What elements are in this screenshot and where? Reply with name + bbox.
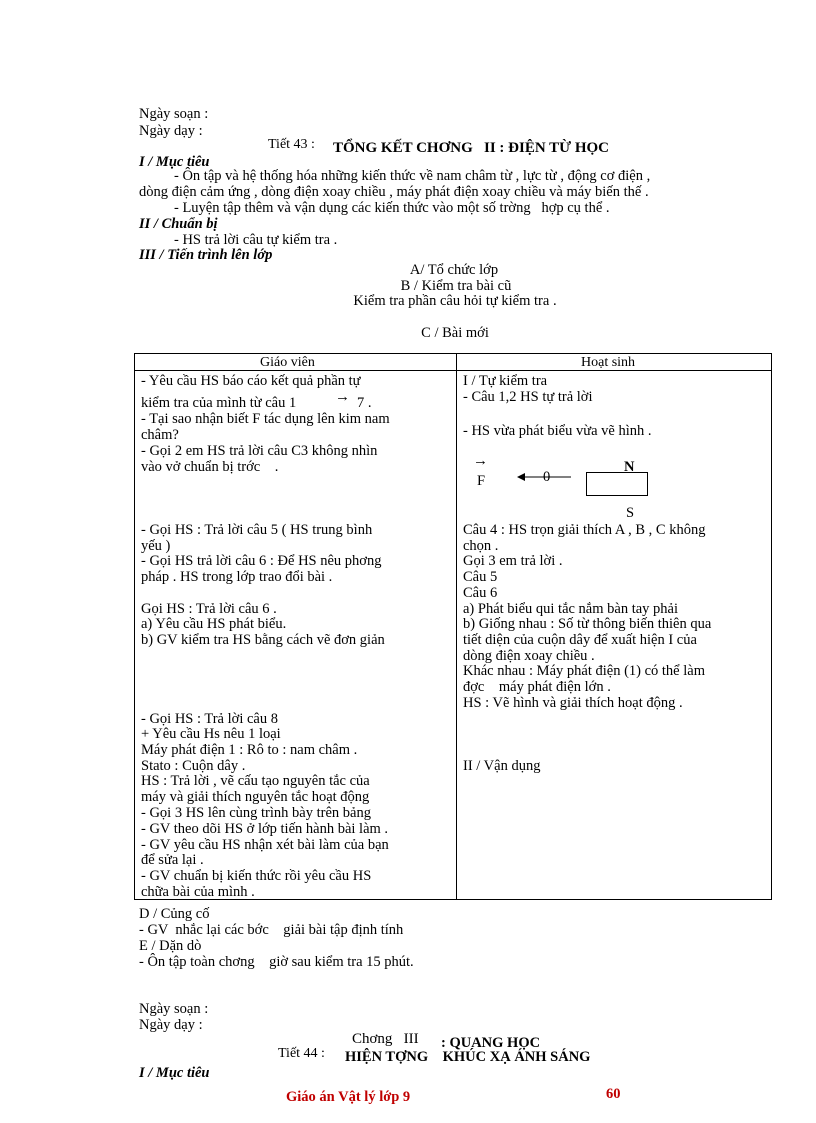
student-line: đợc máy phát điện lớn . xyxy=(463,679,611,695)
teacher-line: - Gọi HS : Trả lời câu 8 xyxy=(141,711,278,727)
teacher-line: kiểm tra của mình từ câu 1 xyxy=(141,395,297,411)
section-e: E / Dặn dò xyxy=(139,938,202,954)
teacher-line: - GV yêu cầu HS nhận xét bài làm của bạn xyxy=(141,837,389,853)
preparation-heading: II / Chuẩn bị xyxy=(139,216,218,232)
table-header-divider xyxy=(135,370,771,371)
header-student: Hoạt sinh xyxy=(581,355,636,370)
teacher-line: - Yêu cầu HS báo cáo kết quả phần tự xyxy=(141,373,361,389)
student-line: - HS vừa phát biểu vừa vẽ hình . xyxy=(463,423,652,439)
section-b-detail: Kiểm tra phần câu hỏi tự kiểm tra . xyxy=(353,293,557,309)
teacher-line: Stato : Cuộn dây . xyxy=(141,758,246,774)
chapter-title: : QUANG HỌC xyxy=(441,1035,541,1051)
student-line: Câu 6 xyxy=(463,585,498,601)
vector-arrow-icon: → xyxy=(473,453,488,469)
teacher-line: Gọi HS : Trả lời câu 6 . xyxy=(141,601,277,617)
teacher-line: máy và giải thích nguyên tắc hoạt động xyxy=(141,789,370,805)
lesson-title-44: HIỆN TỢNG KHÚC XẠ ÁNH SÁNG xyxy=(345,1049,591,1065)
preparation-line: - HS trả lời câu tự kiểm tra . xyxy=(174,232,338,248)
teacher-line: - GV chuẩn bị kiến thức rồi yêu cầu HS xyxy=(141,868,372,884)
section-a: A/ Tổ chức lớp xyxy=(409,262,499,278)
teacher-line: - GV theo dõi HS ở lớp tiến hành bài làm . xyxy=(141,821,389,837)
zero-label: 0 xyxy=(543,469,551,485)
teacher-line: để sửa lại . xyxy=(141,852,204,868)
teacher-line: + Yêu cầu Hs nêu 1 loại xyxy=(141,726,281,742)
force-label: F xyxy=(477,473,486,489)
teacher-line: châm? xyxy=(141,427,179,443)
north-pole-label: N xyxy=(624,459,635,475)
objectives-heading-44: I / Mục tiêu xyxy=(139,1065,210,1081)
section-b: B / Kiểm tra bài cũ xyxy=(400,278,512,294)
teacher-line: - Tại sao nhận biết F tác dụng lên kim nam xyxy=(141,411,390,427)
teacher-line: a) Yêu cầu HS phát biểu. xyxy=(141,616,287,632)
objectives-heading: I / Mục tiêu xyxy=(139,154,210,170)
teacher-line: chữa bài của mình . xyxy=(141,884,255,900)
header-teacher: Giáo viên xyxy=(260,355,315,370)
lesson-title: TỔNG KẾT CHƠNG II : ĐIỆN TỪ HỌC xyxy=(333,140,610,156)
student-line: chọn . xyxy=(463,538,499,554)
section-e-detail: - Ôn tập toàn chơng giờ sau kiểm tra 15 phút. xyxy=(139,954,414,970)
student-line: a) Phát biểu qui tắc nắm bàn tay phải xyxy=(463,601,679,617)
teacher-line: - Gọi HS trả lời câu 6 : Để HS nêu phơng xyxy=(141,553,382,569)
arrow-icon: → xyxy=(335,389,350,405)
table-column-divider xyxy=(456,354,457,899)
student-line: Câu 5 xyxy=(463,569,498,585)
student-line: Gọi 3 em trả lời . xyxy=(463,553,563,569)
magnet-box xyxy=(586,472,648,496)
teacher-line: yếu ) xyxy=(141,538,171,554)
teacher-line: - Gọi HS : Trả lời câu 5 ( HS trung bình xyxy=(141,522,373,538)
footer-title: Giáo án Vật lý lớp 9 xyxy=(286,1089,411,1105)
section-c: C / Bài mới xyxy=(421,325,489,341)
lesson-number-44: Tiết 44 : xyxy=(278,1046,325,1061)
lesson-number: Tiết 43 : xyxy=(268,137,315,152)
teach-date-label: Ngày dạy : xyxy=(139,123,203,139)
prep-date-label-44: Ngày soạn : xyxy=(139,1001,209,1017)
teacher-line: 7 . xyxy=(357,395,372,411)
teacher-line: pháp . HS trong lớp trao đổi bài . xyxy=(141,569,333,585)
student-line: Câu 4 : HS trọn giải thích A , B , C không xyxy=(463,522,706,538)
chapter-number: Chơng III xyxy=(352,1031,419,1047)
teach-date-label-44: Ngày dạy : xyxy=(139,1017,203,1033)
teacher-line: vào vở chuẩn bị trớc . xyxy=(141,459,279,475)
objective-line-2: dòng điện cảm ứng , dòng điện xoay chiều , máy phát điện xoay chiều và máy biến thế . xyxy=(139,184,649,200)
south-pole-label: S xyxy=(626,505,635,521)
page-number: 60 xyxy=(606,1086,621,1102)
teacher-line: b) GV kiểm tra HS bằng cách vẽ đơn giản xyxy=(141,632,385,648)
student-line: b) Giống nhau : Số từ thông biến thiên qua xyxy=(463,616,712,632)
student-line: - Câu 1,2 HS tự trả lời xyxy=(463,389,593,405)
student-line: II / Vận dụng xyxy=(463,758,541,774)
lesson-table xyxy=(134,353,772,900)
procedure-heading: III / Tiến trình lên lớp xyxy=(139,247,273,263)
student-line: dòng điện xoay chiều . xyxy=(463,648,595,664)
teacher-line: - Gọi 3 HS lên cùng trình bày trên bảng xyxy=(141,805,371,821)
section-d-detail: - GV nhắc lại các bớc giải bài tập định tính xyxy=(139,922,404,938)
prep-date-label: Ngày soạn : xyxy=(139,106,209,122)
student-line: HS : Vẽ hình và giải thích hoạt động . xyxy=(463,695,683,711)
teacher-line: HS : Trả lời , vẽ cấu tạo nguyên tắc của xyxy=(141,773,370,789)
student-line: Khác nhau : Máy phát điện (1) có thể làm xyxy=(463,663,705,679)
teacher-line: - Gọi 2 em HS trả lời câu C3 không nhìn xyxy=(141,443,378,459)
teacher-line: Máy phát điện 1 : Rô to : nam châm . xyxy=(141,742,358,758)
student-line: I / Tự kiểm tra xyxy=(463,373,548,389)
student-line: tiết diện của cuộn dây để xuất hiện I của xyxy=(463,632,697,648)
objective-line-3: - Luyện tập thêm và vận dụng các kiến thức vào một số trờng hợp cụ thể . xyxy=(174,200,610,216)
objective-line-1: - Ôn tập và hệ thống hóa những kiến thức về nam châm từ , lực từ , động cơ điện , xyxy=(174,168,651,184)
section-d: D / Củng cố xyxy=(139,906,210,922)
